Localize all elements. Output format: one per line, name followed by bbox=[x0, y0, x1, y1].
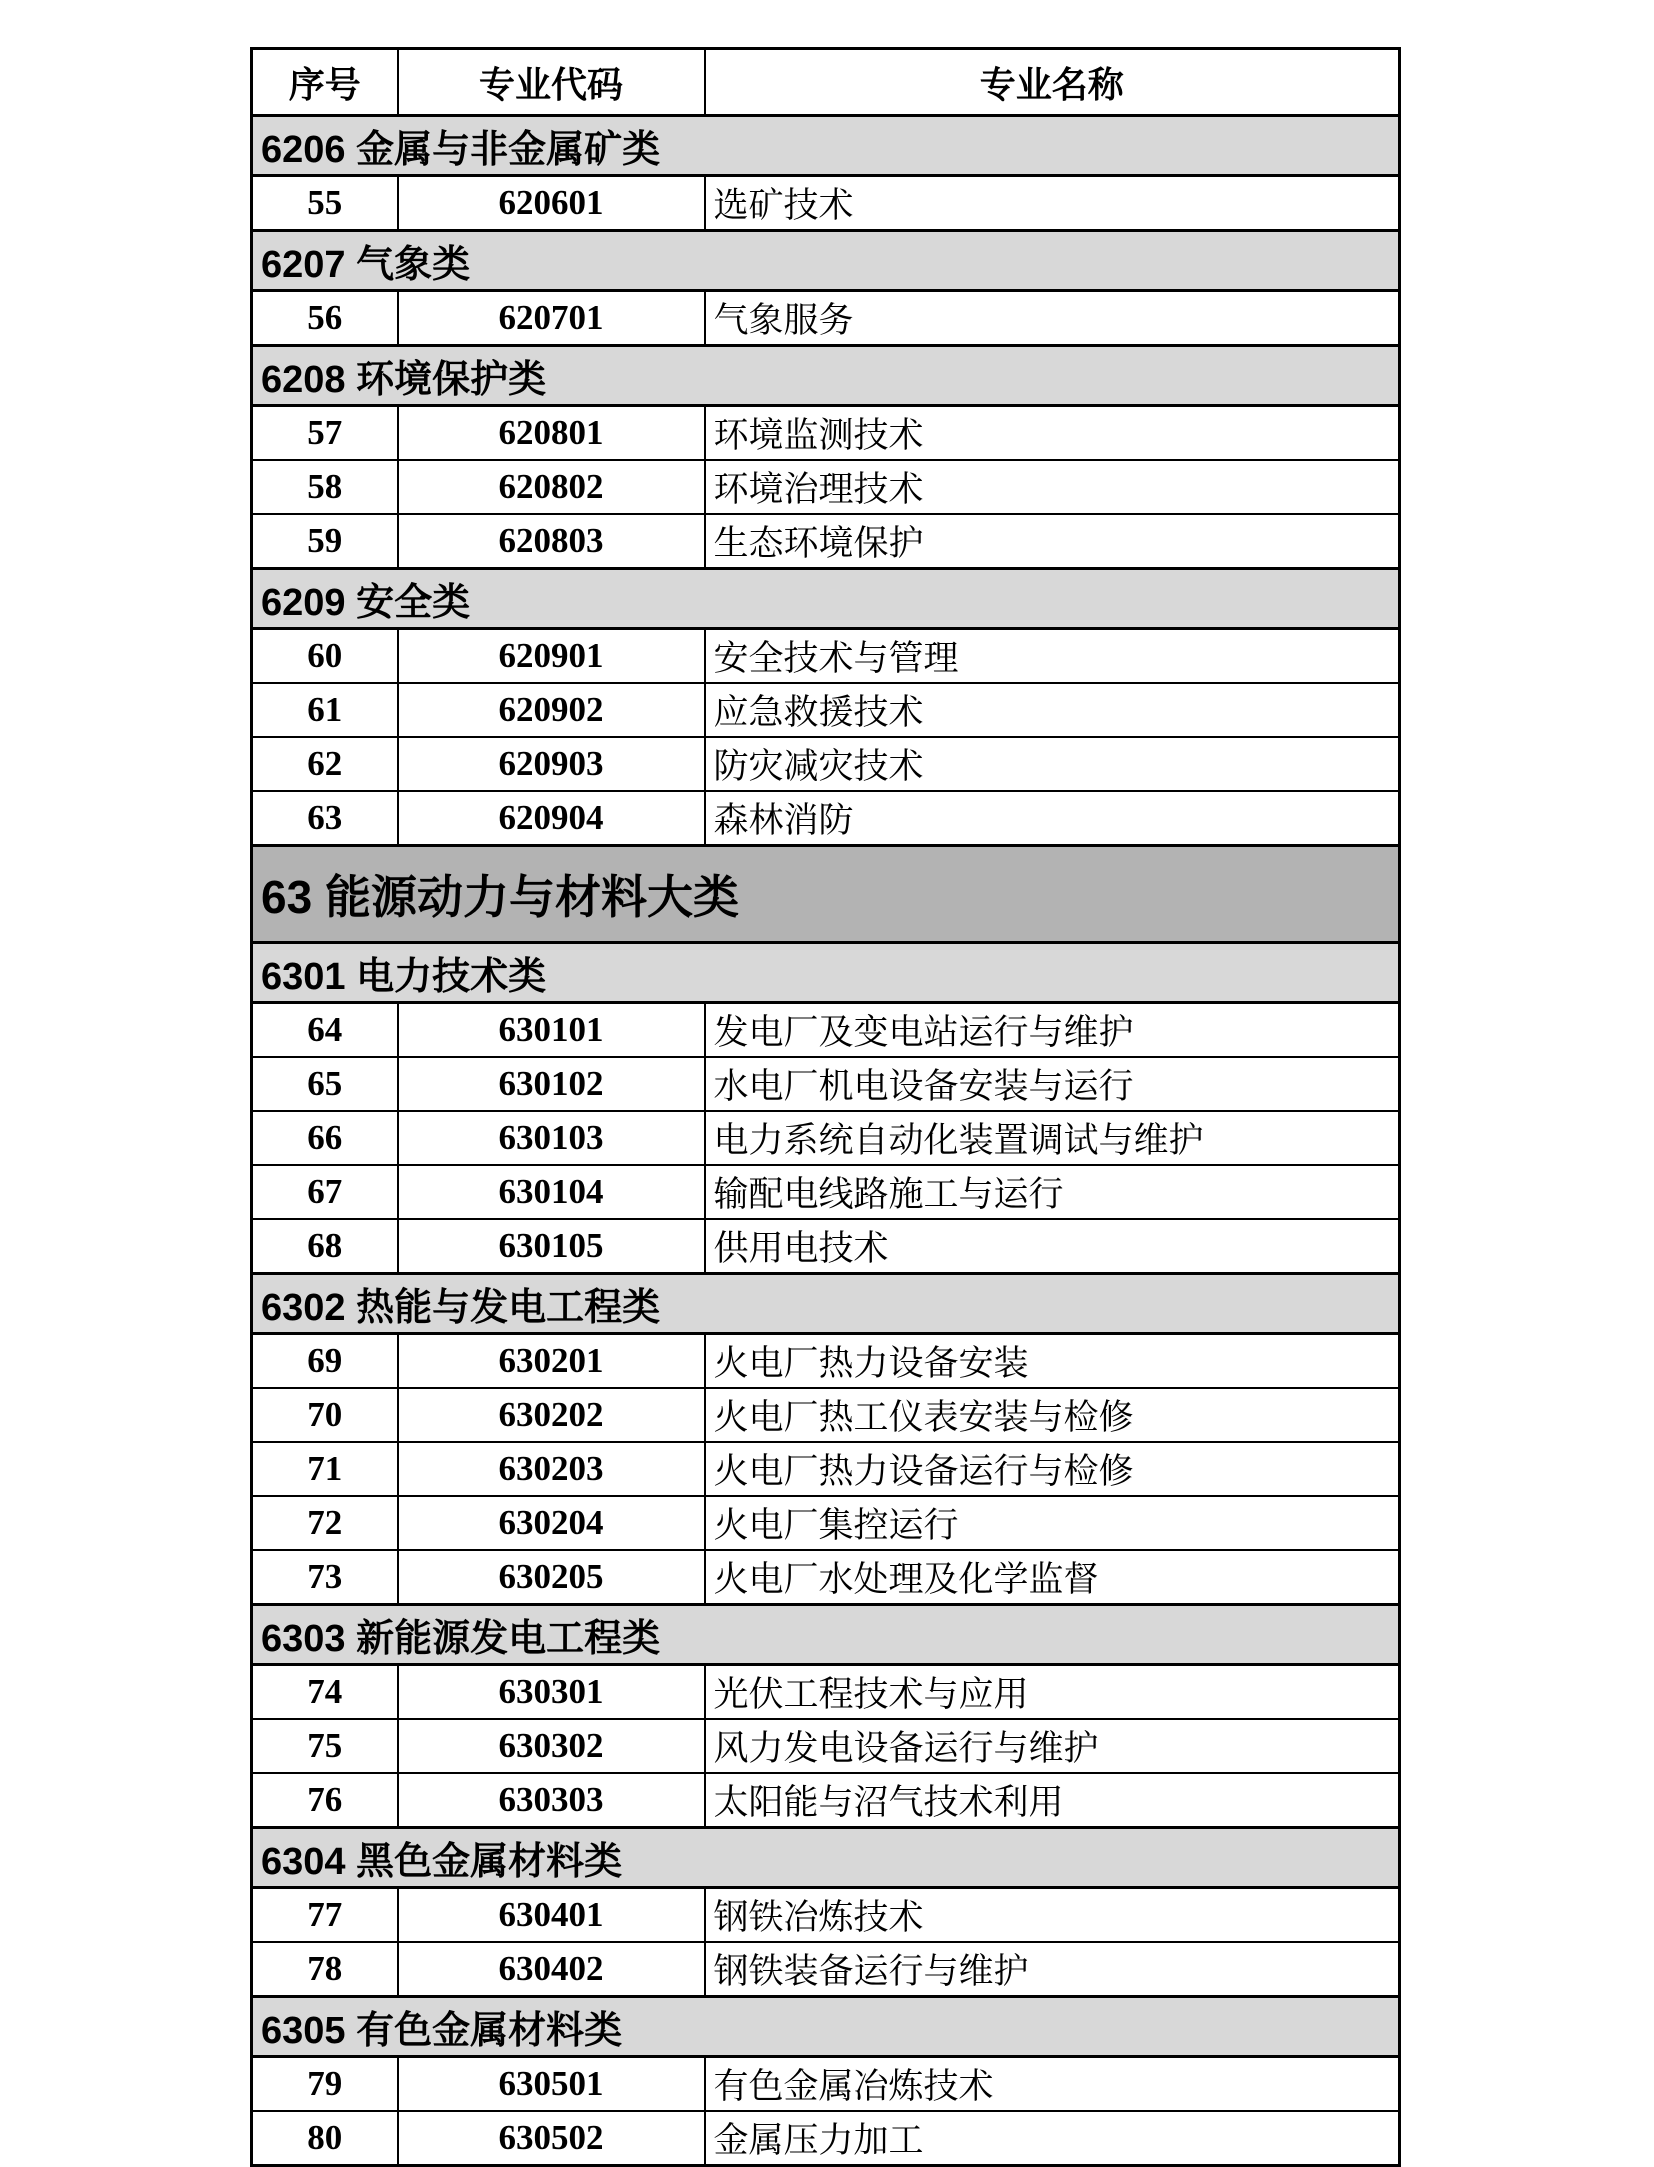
table-row bbox=[252, 1111, 1400, 1165]
table-row bbox=[252, 1550, 1400, 1605]
name-cell: 火电厂热力设备安装 bbox=[705, 1334, 1400, 1389]
name-cell: 气象服务 bbox=[705, 291, 1400, 346]
serial-cell: 78 bbox=[252, 1942, 398, 1997]
serial-cell: 63 bbox=[252, 791, 398, 846]
section-category-label: 6208 环境保护类 bbox=[252, 346, 1400, 406]
serial-cell: 68 bbox=[252, 1219, 398, 1274]
name-cell: 水电厂机电设备安装与运行 bbox=[705, 1057, 1400, 1111]
serial-cell: 58 bbox=[252, 460, 398, 514]
code-cell: 620701 bbox=[398, 291, 705, 346]
table-row bbox=[252, 737, 1400, 791]
section-category-label: 6302 热能与发电工程类 bbox=[252, 1274, 1400, 1334]
section-category-row bbox=[252, 116, 1400, 176]
name-cell: 火电厂热工仪表安装与检修 bbox=[705, 1388, 1400, 1442]
code-cell: 630203 bbox=[398, 1442, 705, 1496]
name-cell: 钢铁冶炼技术 bbox=[705, 1888, 1400, 1943]
serial-cell: 69 bbox=[252, 1334, 398, 1389]
name-cell: 火电厂热力设备运行与检修 bbox=[705, 1442, 1400, 1496]
column-header-serial: 序号 bbox=[252, 49, 398, 116]
table-row bbox=[252, 1388, 1400, 1442]
serial-cell: 61 bbox=[252, 683, 398, 737]
serial-cell: 62 bbox=[252, 737, 398, 791]
major-category-row bbox=[252, 846, 1400, 943]
name-cell: 火电厂集控运行 bbox=[705, 1496, 1400, 1550]
code-cell: 630401 bbox=[398, 1888, 705, 1943]
serial-cell: 74 bbox=[252, 1665, 398, 1720]
name-cell: 应急救援技术 bbox=[705, 683, 1400, 737]
section-category-label: 6304 黑色金属材料类 bbox=[252, 1828, 1400, 1888]
section-category-label: 6207 气象类 bbox=[252, 231, 1400, 291]
name-cell: 森林消防 bbox=[705, 791, 1400, 846]
code-cell: 620803 bbox=[398, 514, 705, 569]
table-row bbox=[252, 683, 1400, 737]
name-cell: 环境治理技术 bbox=[705, 460, 1400, 514]
serial-cell: 79 bbox=[252, 2057, 398, 2112]
table-row bbox=[252, 1219, 1400, 1274]
name-cell: 发电厂及变电站运行与维护 bbox=[705, 1003, 1400, 1058]
code-cell: 630402 bbox=[398, 1942, 705, 1997]
name-cell: 输配电线路施工与运行 bbox=[705, 1165, 1400, 1219]
section-category-row bbox=[252, 231, 1400, 291]
serial-cell: 66 bbox=[252, 1111, 398, 1165]
section-category-row bbox=[252, 346, 1400, 406]
code-cell: 630501 bbox=[398, 2057, 705, 2112]
table-row bbox=[252, 1773, 1400, 1828]
table-row bbox=[252, 1719, 1400, 1773]
code-cell: 630302 bbox=[398, 1719, 705, 1773]
code-cell: 630202 bbox=[398, 1388, 705, 1442]
code-cell: 620903 bbox=[398, 737, 705, 791]
table-row bbox=[252, 1496, 1400, 1550]
name-cell: 生态环境保护 bbox=[705, 514, 1400, 569]
code-cell: 630101 bbox=[398, 1003, 705, 1058]
serial-cell: 71 bbox=[252, 1442, 398, 1496]
table-row bbox=[252, 514, 1400, 569]
column-header-name: 专业名称 bbox=[705, 49, 1400, 116]
serial-cell: 57 bbox=[252, 406, 398, 461]
table-row bbox=[252, 2057, 1400, 2112]
section-category-row bbox=[252, 1605, 1400, 1665]
table-row bbox=[252, 2111, 1400, 2166]
name-cell: 光伏工程技术与应用 bbox=[705, 1665, 1400, 1720]
section-category-row bbox=[252, 1274, 1400, 1334]
code-cell: 620902 bbox=[398, 683, 705, 737]
section-category-row bbox=[252, 1997, 1400, 2057]
code-cell: 620802 bbox=[398, 460, 705, 514]
section-category-label: 6305 有色金属材料类 bbox=[252, 1997, 1400, 2057]
serial-cell: 59 bbox=[252, 514, 398, 569]
code-cell: 630102 bbox=[398, 1057, 705, 1111]
code-cell: 630105 bbox=[398, 1219, 705, 1274]
section-category-row bbox=[252, 943, 1400, 1003]
code-cell: 630205 bbox=[398, 1550, 705, 1605]
table-row bbox=[252, 176, 1400, 231]
major-category-label: 63 能源动力与材料大类 bbox=[252, 846, 1400, 943]
name-cell: 太阳能与沼气技术利用 bbox=[705, 1773, 1400, 1828]
table-row bbox=[252, 291, 1400, 346]
code-cell: 630204 bbox=[398, 1496, 705, 1550]
column-header-code: 专业代码 bbox=[398, 49, 705, 116]
code-cell: 630103 bbox=[398, 1111, 705, 1165]
specialty-table bbox=[250, 47, 1401, 2167]
name-cell: 防灾减灾技术 bbox=[705, 737, 1400, 791]
serial-cell: 73 bbox=[252, 1550, 398, 1605]
code-cell: 620601 bbox=[398, 176, 705, 231]
name-cell: 钢铁装备运行与维护 bbox=[705, 1942, 1400, 1997]
table-row bbox=[252, 1942, 1400, 1997]
serial-cell: 56 bbox=[252, 291, 398, 346]
section-category-label: 6209 安全类 bbox=[252, 569, 1400, 629]
serial-cell: 76 bbox=[252, 1773, 398, 1828]
name-cell: 选矿技术 bbox=[705, 176, 1400, 231]
table-row bbox=[252, 1888, 1400, 1943]
code-cell: 620901 bbox=[398, 629, 705, 684]
code-cell: 630201 bbox=[398, 1334, 705, 1389]
name-cell: 有色金属冶炼技术 bbox=[705, 2057, 1400, 2112]
name-cell: 安全技术与管理 bbox=[705, 629, 1400, 684]
serial-cell: 77 bbox=[252, 1888, 398, 1943]
serial-cell: 80 bbox=[252, 2111, 398, 2166]
code-cell: 630303 bbox=[398, 1773, 705, 1828]
name-cell: 金属压力加工 bbox=[705, 2111, 1400, 2166]
table-row bbox=[252, 629, 1400, 684]
serial-cell: 64 bbox=[252, 1003, 398, 1058]
serial-cell: 70 bbox=[252, 1388, 398, 1442]
serial-cell: 72 bbox=[252, 1496, 398, 1550]
code-cell: 630502 bbox=[398, 2111, 705, 2166]
table-row bbox=[252, 1334, 1400, 1389]
table-row bbox=[252, 791, 1400, 846]
name-cell: 火电厂水处理及化学监督 bbox=[705, 1550, 1400, 1605]
section-category-label: 6206 金属与非金属矿类 bbox=[252, 116, 1400, 176]
table-header-row bbox=[252, 49, 1400, 116]
code-cell: 620904 bbox=[398, 791, 705, 846]
section-category-row bbox=[252, 569, 1400, 629]
table-row bbox=[252, 1003, 1400, 1058]
table-row bbox=[252, 460, 1400, 514]
serial-cell: 75 bbox=[252, 1719, 398, 1773]
serial-cell: 65 bbox=[252, 1057, 398, 1111]
table-row bbox=[252, 1665, 1400, 1720]
section-category-row bbox=[252, 1828, 1400, 1888]
name-cell: 供用电技术 bbox=[705, 1219, 1400, 1274]
section-category-label: 6301 电力技术类 bbox=[252, 943, 1400, 1003]
serial-cell: 55 bbox=[252, 176, 398, 231]
table-row bbox=[252, 1442, 1400, 1496]
name-cell: 环境监测技术 bbox=[705, 406, 1400, 461]
name-cell: 风力发电设备运行与维护 bbox=[705, 1719, 1400, 1773]
code-cell: 630104 bbox=[398, 1165, 705, 1219]
table-row bbox=[252, 1057, 1400, 1111]
code-cell: 620801 bbox=[398, 406, 705, 461]
name-cell: 电力系统自动化装置调试与维护 bbox=[705, 1111, 1400, 1165]
section-category-label: 6303 新能源发电工程类 bbox=[252, 1605, 1400, 1665]
serial-cell: 67 bbox=[252, 1165, 398, 1219]
code-cell: 630301 bbox=[398, 1665, 705, 1720]
table-row bbox=[252, 1165, 1400, 1219]
serial-cell: 60 bbox=[252, 629, 398, 684]
table-row bbox=[252, 406, 1400, 461]
